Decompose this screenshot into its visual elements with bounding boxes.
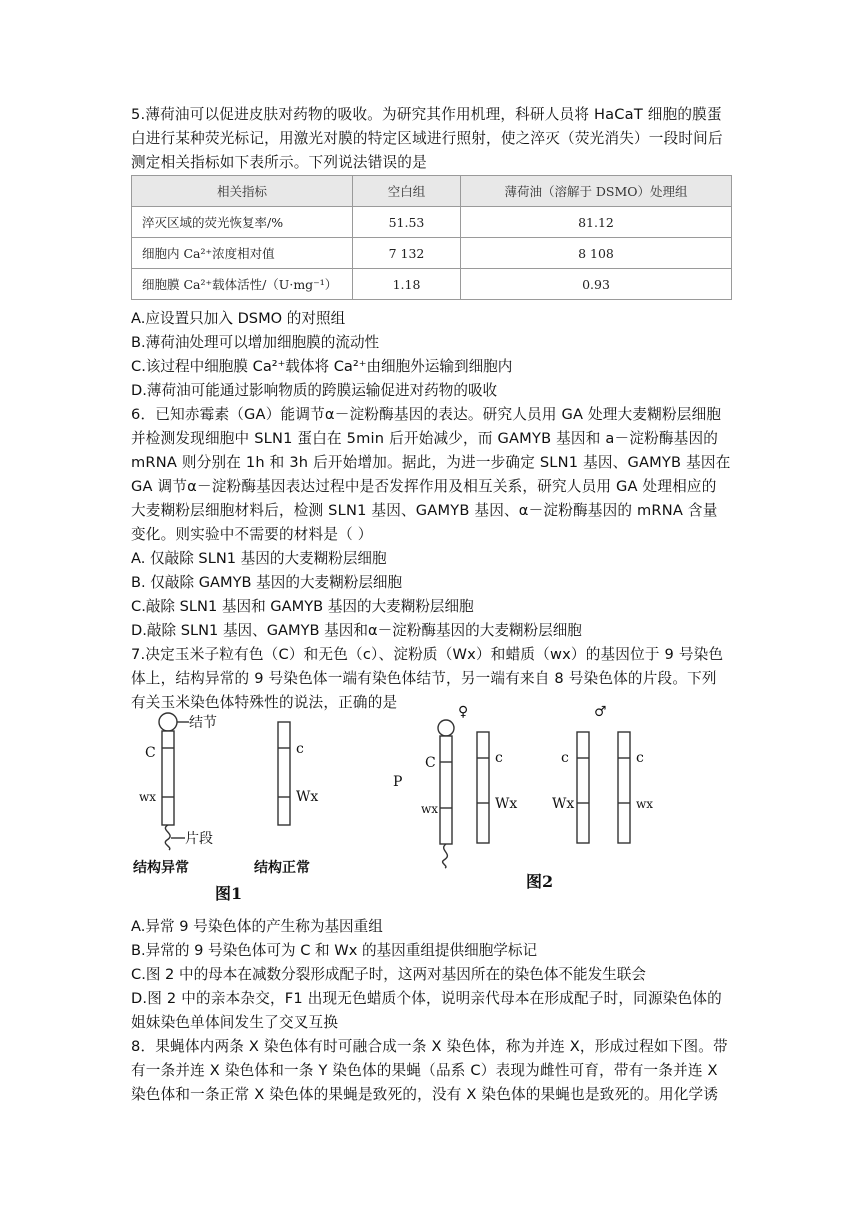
chromosome-segment (165, 825, 170, 850)
table-cell: 细胞内 Ca²⁺浓度相对值 (132, 238, 353, 269)
q5-stem: 5.薄荷油可以促进皮肤对药物的吸收。为研究其作用机理，科研人员将 HaCaT 细胞的膜蛋白进行某种荧光标记，用激光对膜的特定区域进行照射，使之淬灭（荧光消失）一段时间后测定相关指标如下表所示。下列说法错误的是 (131, 106, 723, 171)
q5-option-d: D.薄荷油可能通过影响物质的跨膜运输促进对药物的吸收 (131, 382, 498, 399)
table-row (132, 207, 732, 238)
table-cell: 81.12 (461, 207, 732, 238)
table-cell: 7 132 (353, 238, 461, 269)
q6-option-c: C.敲除 SLN1 基因和 GAMYB 基因的大麦糊粉层细胞 (131, 598, 474, 615)
label-gene: c (495, 750, 503, 766)
male-chromosome-1 (577, 732, 589, 843)
q5-data-table (131, 175, 732, 300)
q8-stem: 8．果蝇体内两条 X 染色体有时可融合成一条 X 染色体，称为并连 X，形成过程如下图。带有一条并连 X 染色体和一条 Y 染色体的果蝇（品系 C）表现为雌性可育，带有一条并连 X 染色体和一条正常 X 染色体的果蝇是致死的，没有 X 染色体的果蝇也是致死的。用化学诱 (131, 1038, 728, 1103)
male-chromosome-2 (618, 732, 630, 843)
label-gene: C (145, 745, 156, 761)
male-symbol: ♂ (594, 704, 607, 720)
label-gene: wx (139, 790, 157, 804)
table-row (132, 238, 732, 269)
table-row (132, 269, 732, 300)
label-gene: c (296, 741, 304, 757)
label-normal: 结构正常 (254, 860, 310, 876)
label-segment: 片段 (185, 831, 213, 847)
q6-option-b: B. 仅敲除 GAMYB 基因的大麦糊粉层细胞 (131, 574, 403, 591)
table-cell: 51.53 (353, 207, 461, 238)
female-normal-chromosome (477, 732, 489, 843)
table-cell: 细胞膜 Ca²⁺载体活性/（U·mg⁻¹） (132, 269, 353, 300)
label-gene: Wx (296, 789, 319, 805)
figure2-caption: 图2 (526, 872, 554, 891)
table-cell: 0.93 (461, 269, 732, 300)
normal-chromosome (278, 722, 290, 825)
table-cell: 1.18 (353, 269, 461, 300)
female-abnormal-chromosome (440, 736, 452, 844)
label-knob: 结节 (189, 715, 217, 731)
label-gene: c (561, 750, 569, 766)
female-symbol: ♀ (458, 704, 469, 720)
figure1-caption: 图1 (215, 884, 243, 903)
abnormal-chromosome (162, 731, 174, 825)
q7-option-c: C.图 2 中的母本在减数分裂形成配子时，这两对基因所在的染色体不能发生联会 (131, 966, 646, 983)
label-gene: wx (421, 802, 439, 816)
q6-stem: 6．已知赤霉素（GA）能调节α－淀粉酶基因的表达。研究人员用 GA 处理大麦糊粉层细胞并检测发现细胞中 SLN1 蛋白在 5min 后开始减少，而 GAMYB 基因和 a－淀粉酶基因的 mRNA 则分别在 1h 和 3h 后开始增加。据此，为进一步确定 SLN1 基因、GAMYB 基因在 GA 调节α－淀粉酶基因表达过程中是否发挥作用及相互关系，研究人员用 GA 处理相应的大麦糊粉层细胞材料后，检测 SLN1 基因、GAMYB 基因、α－淀粉酶基因的 mRNA 含量变化。则实验中不需要的材料是（ ） (131, 406, 731, 543)
table-header-row (132, 176, 732, 207)
label-p: P (393, 774, 403, 790)
chromosome-figure (131, 700, 731, 915)
q7-stem: 7.决定玉米子粒有色（C）和无色（c）、淀粉质（Wx）和蜡质（wx）的基因位于 9 号染色体上，结构异常的 9 号染色体一端有染色体结节，另一端有来自 8 号染色体的片段。下列有关玉米染色体特殊性的说法，正确的是 (131, 646, 724, 711)
label-gene: Wx (552, 796, 575, 812)
q7-option-d: D.图 2 中的亲本杂交，F1 出现无色蜡质个体，说明亲代母本在形成配子时，同源染色体的姐妹染色单体间发生了交叉互换 (131, 990, 722, 1031)
label-gene: c (636, 750, 644, 766)
table-cell: 淬灭区域的荧光恢复率/% (132, 207, 353, 238)
chromosome-knob (159, 713, 177, 731)
q6-option-a: A. 仅敲除 SLN1 基因的大麦糊粉层细胞 (131, 550, 387, 567)
table-header-cell: 空白组 (353, 176, 461, 207)
q7-option-a: A.异常 9 号染色体的产生称为基因重组 (131, 918, 383, 935)
q6-option-d: D.敲除 SLN1 基因、GAMYB 基因和α－淀粉酶基因的大麦糊粉层细胞 (131, 622, 582, 639)
label-abnormal: 结构异常 (133, 860, 189, 876)
q7-option-b: B.异常的 9 号染色体可为 C 和 Wx 的基因重组提供细胞学标记 (131, 942, 538, 959)
q5-option-a: A.应设置只加入 DSMO 的对照组 (131, 310, 346, 327)
label-gene: wx (636, 797, 654, 811)
table-header-cell: 薄荷油（溶解于 DSMO）处理组 (461, 176, 732, 207)
table-header-cell: 相关指标 (132, 176, 353, 207)
table-cell: 8 108 (461, 238, 732, 269)
q5-option-c: C.该过程中细胞膜 Ca²⁺载体将 Ca²⁺由细胞外运输到细胞内 (131, 358, 513, 375)
label-gene: Wx (495, 796, 518, 812)
label-gene: C (425, 755, 436, 771)
q5-option-b: B.薄荷油处理可以增加细胞膜的流动性 (131, 334, 380, 351)
